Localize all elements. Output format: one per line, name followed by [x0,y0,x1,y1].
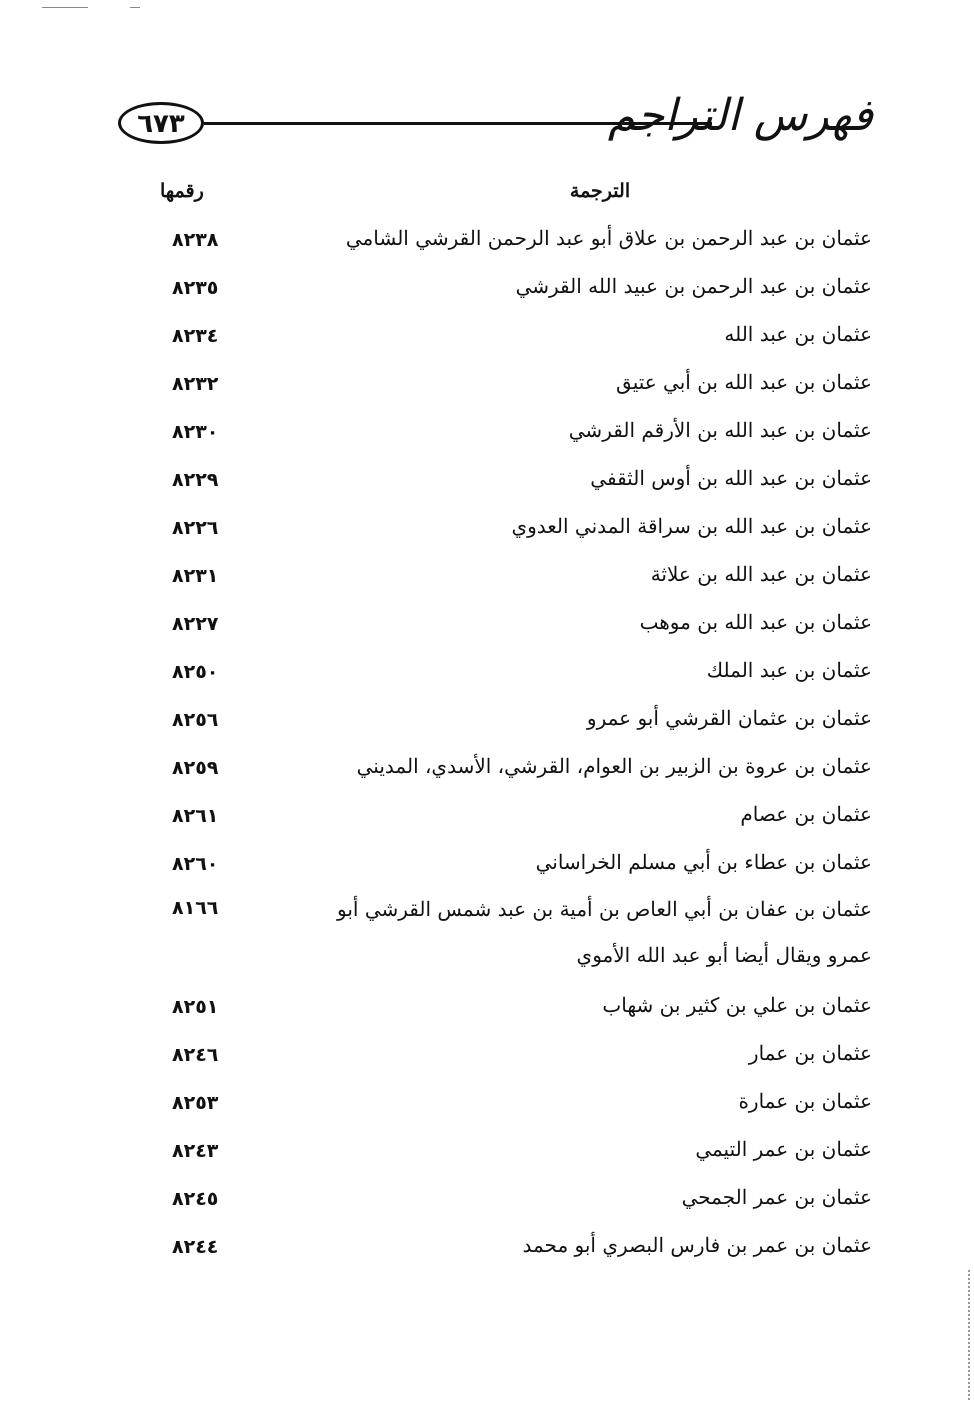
index-entry [0,554,974,594]
scan-artifact [130,7,140,8]
entry-number: ٨٢٣٤ [172,325,219,347]
index-entry [0,650,974,690]
entry-name: عثمان بن عطاء بن أبي مسلم الخراساني [535,850,872,874]
index-entry [0,842,974,882]
entry-number: ٨٢٣٠ [172,421,219,443]
running-title: فهرس التراجم [607,90,873,141]
index-entry [0,1081,974,1121]
index-entry [0,218,974,258]
index-entry [0,1177,974,1217]
entry-name: عثمان بن عمار [748,1041,872,1065]
index-entry [0,1033,974,1073]
scan-edge-artifact [968,1270,972,1400]
entry-name: عثمان بن عمارة [738,1089,872,1113]
entry-number: ٨٢٤٤ [172,1236,219,1258]
index-entry [0,458,974,498]
entry-number: ٨٢٢٧ [172,613,219,635]
index-entry [0,746,974,786]
entry-name: عثمان بن عبد الله بن أوس الثقفي [590,466,872,490]
entry-name: عثمان بن عبد الله بن أبي عتيق [616,370,872,394]
entry-number: ٨١٦٦ [172,897,219,919]
entry-number: ٨٢٣٢ [172,373,219,395]
entry-number: ٨٢٥٣ [172,1092,219,1114]
index-entry [0,985,974,1025]
entry-number: ٨٢٥٠ [172,661,219,683]
entry-name: عثمان بن عمر الجمحي [681,1185,872,1209]
entry-name: عثمان بن عبد الله بن الأرقم القرشي [568,418,872,442]
entry-number: ٨٢٤٦ [172,1044,219,1066]
index-entry [0,362,974,402]
entry-name: عثمان بن عبد الله بن موهب [639,610,872,634]
page-number: ٦٧٣ [118,102,204,144]
entry-name: عثمان بن عبد الله بن علاثة [650,562,872,586]
entry-name: عثمان بن عبد الله [724,322,872,346]
entry-number: ٨٢٤٣ [172,1140,219,1162]
column-header-number: رقمها [160,180,204,202]
entry-name: عثمان بن عبد الملك [706,658,872,682]
entry-name: عثمان بن عمر بن فارس البصري أبو محمد [522,1233,872,1257]
index-entry [0,314,974,354]
entry-name: عثمان بن عروة بن الزبير بن العوام، القرشي، الأسدي، المديني [356,754,872,778]
index-entry [0,1129,974,1169]
entry-name: عثمان بن علي بن كثير بن شهاب [602,993,872,1017]
index-entry [0,266,974,306]
entry-number: ٨٢٥٩ [172,757,219,779]
index-entry [0,410,974,450]
entry-name: عثمان بن عمر التيمي [695,1137,872,1161]
index-entry [0,794,974,834]
entry-name: عثمان بن عبد الرحمن بن علاق أبو عبد الرحمن القرشي الشامي [345,226,872,250]
index-entry [0,1225,974,1265]
entry-number: ٨٢٣١ [172,565,219,587]
entry-number: ٨٢٣٨ [172,229,219,251]
entry-number: ٨٢٢٩ [172,469,219,491]
entry-name: عثمان بن عبد الله بن سراقة المدني العدوي [511,514,872,538]
column-header-name: الترجمة [569,180,631,202]
entry-number: ٨٢٣٥ [172,277,219,299]
entry-number: ٨٢٥١ [172,996,219,1018]
entry-name: عثمان بن عبد الرحمن بن عبيد الله القرشي [515,274,872,298]
index-entry [0,506,974,546]
index-entry [0,698,974,738]
entry-number: ٨٢٦٠ [172,853,219,875]
index-entry [0,886,974,970]
entry-number: ٨٢٢٦ [172,517,219,539]
entry-name: عثمان بن عصام [740,802,872,826]
page-header [118,92,873,162]
entry-number: ٨٢٦١ [172,805,219,827]
entry-number: ٨٢٤٥ [172,1188,219,1210]
entry-name: عثمان بن عثمان القرشي أبو عمرو [586,706,872,730]
scan-artifact [42,7,88,8]
index-entry [0,602,974,642]
entry-name: عثمان بن عفان بن أبي العاص بن أمية بن عبد شمس القرشي أبو عمرو ويقال أيضا أبو عبد الله الأموي [337,897,872,967]
entry-number: ٨٢٥٦ [172,709,219,731]
